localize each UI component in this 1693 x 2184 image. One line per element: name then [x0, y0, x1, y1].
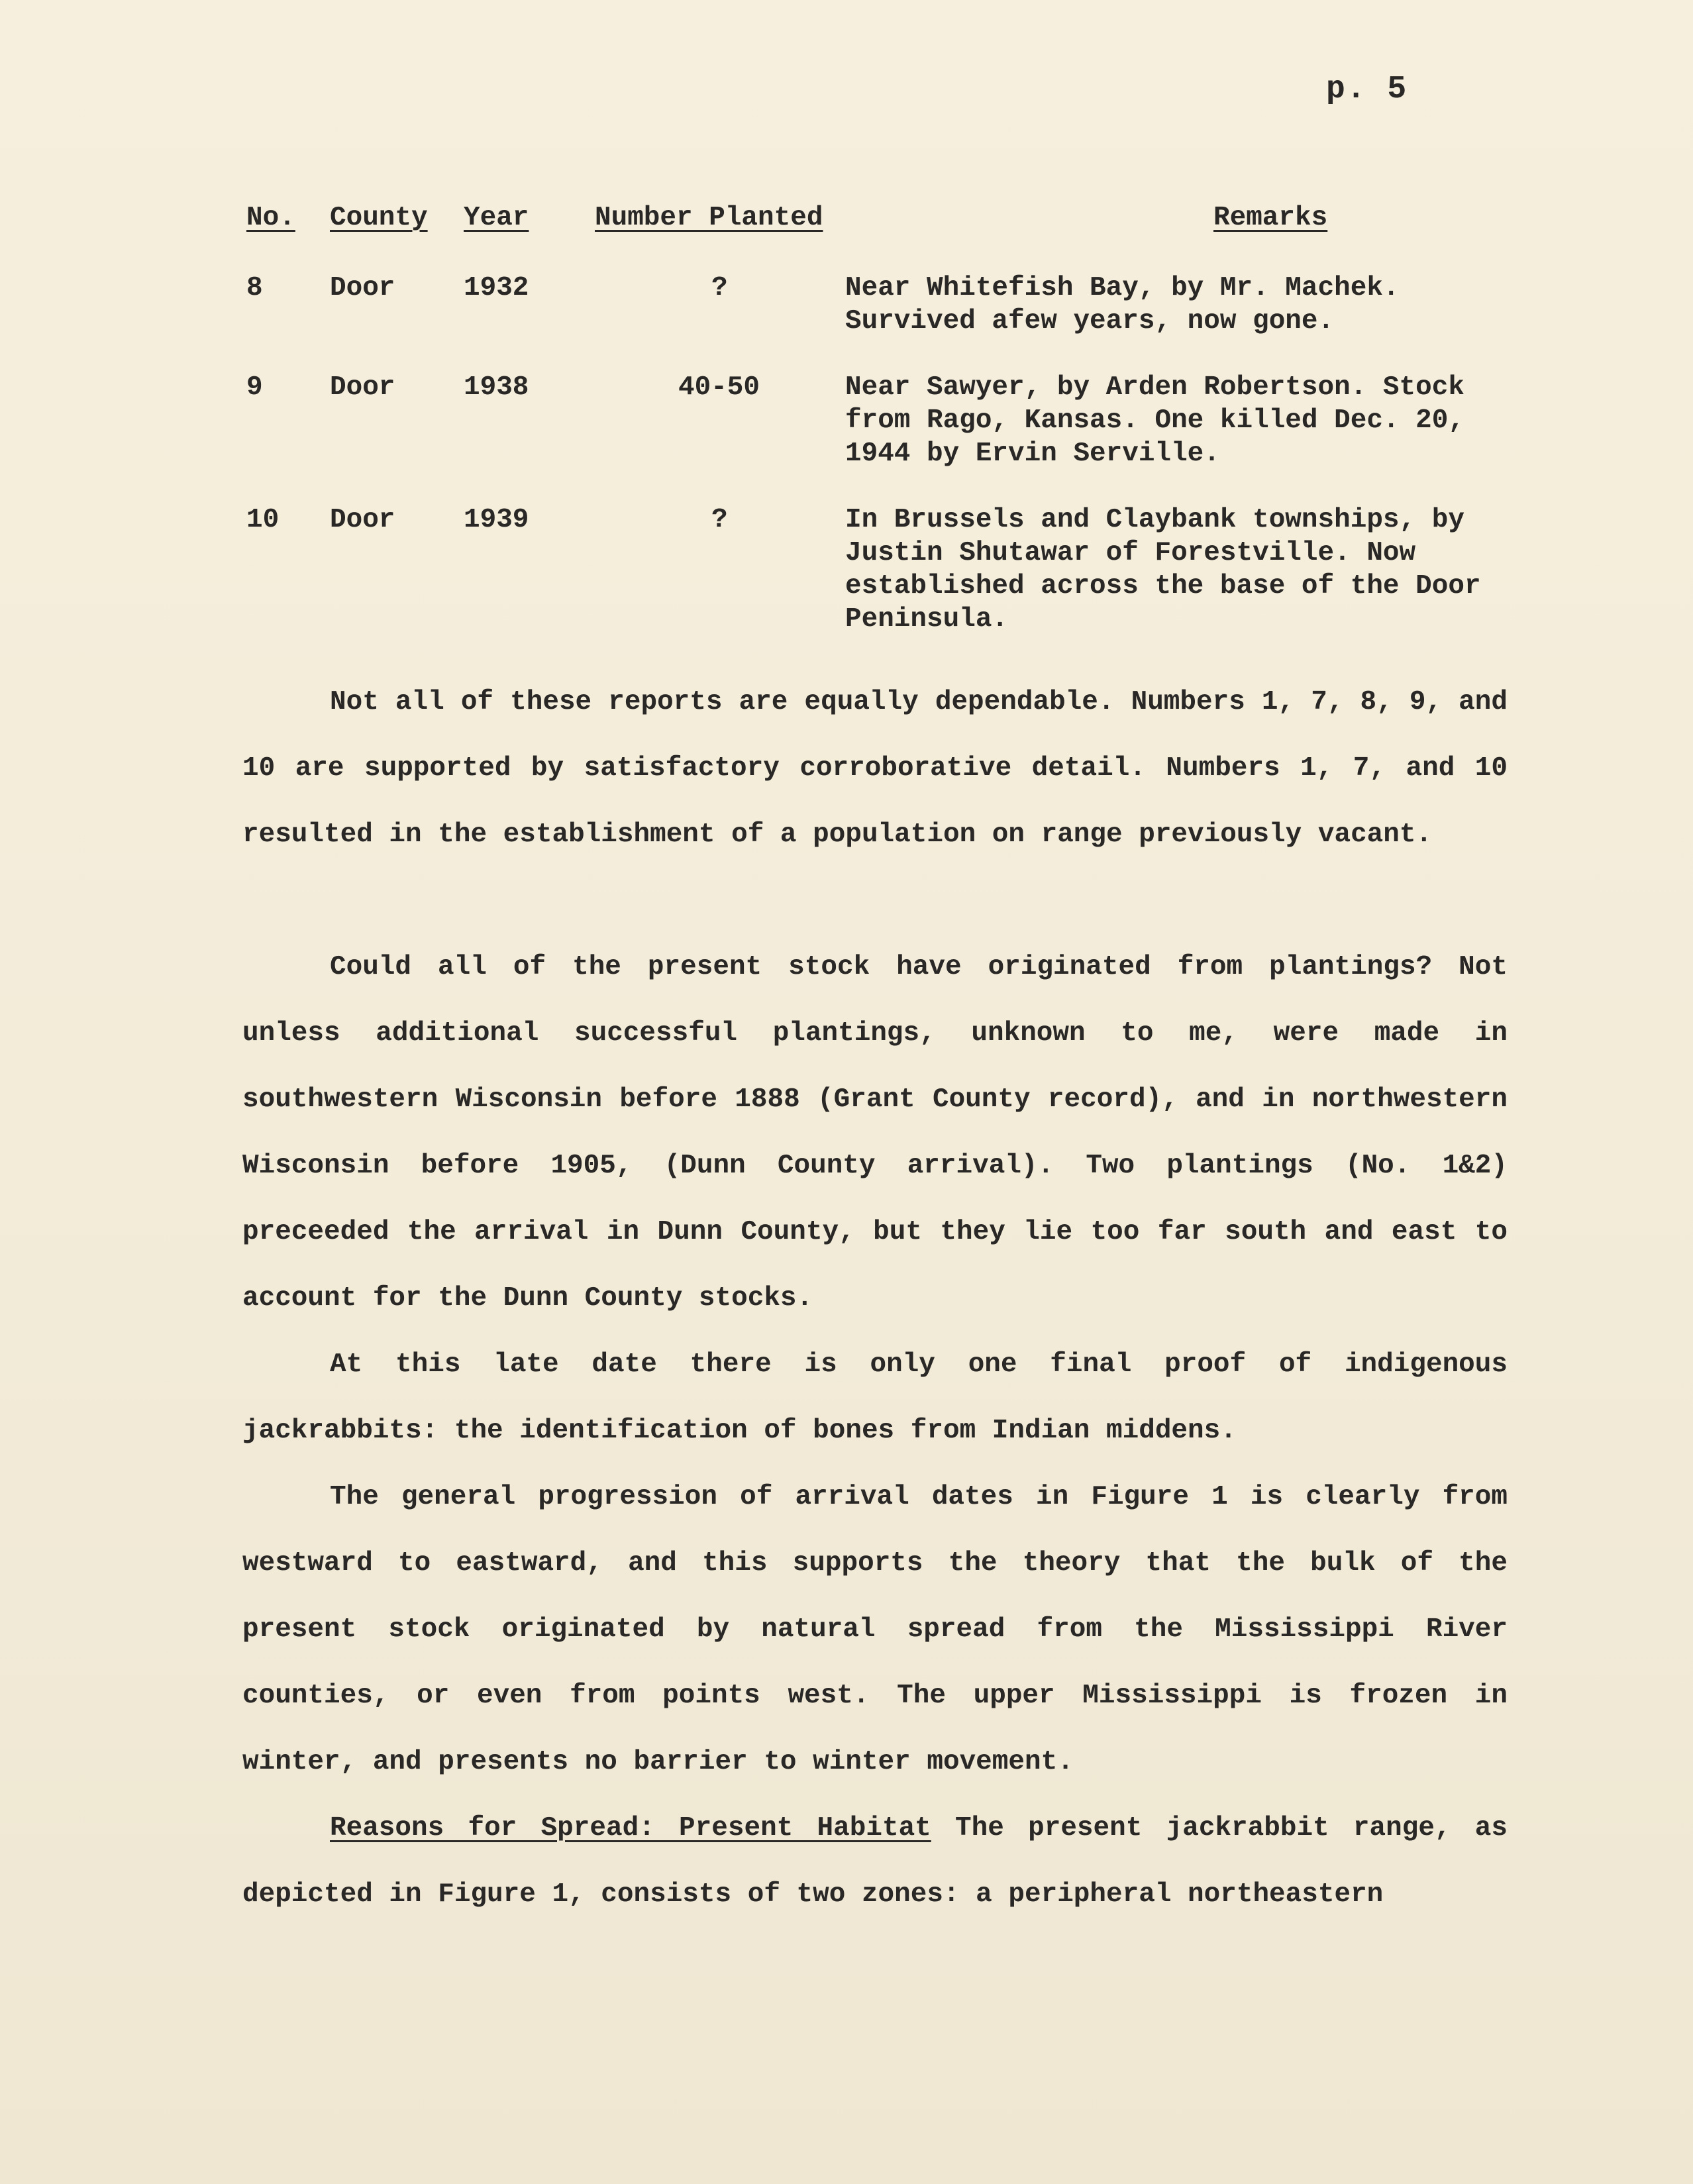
- row-remarks: Near Whitefish Bay, by Mr. Machek. Survived afew years, now gone.: [845, 273, 1400, 337]
- paragraph-final-proof: At this late date there is only one final proof of indigenous jackrabbits: the identification of bones from Indian middens.: [242, 1349, 1508, 1446]
- row-year: 1932: [464, 273, 529, 303]
- paragraph-reasons-for-spread: [242, 1795, 1508, 1928]
- paragraph-arrival-progression: The general progression of arrival dates in Figure 1 is clearly from westward to eastward, and this supports the theory that the bulk of the present stock originated by natural spread from the Mississippi River counties, or even from points west. The upper Mississippi is frozen in winter, and presents no barrier to winter movement.: [242, 1482, 1508, 1777]
- row-no: 10: [246, 505, 280, 535]
- header-remarks: Remarks: [1213, 203, 1328, 233]
- header-year: Year: [464, 203, 529, 233]
- row-county: Door: [330, 505, 395, 535]
- row-number-planted: ?: [711, 505, 728, 535]
- row-number-planted: ?: [711, 273, 728, 303]
- header-county: County: [330, 203, 428, 233]
- paragraph-plantings-origin: Could all of the present stock have originated from plantings? Not unless additional successful plantings, unknown to me, were made in southwestern Wisconsin before 1888 (Grant County record), and in northwestern Wisconsin before 1905, (Dunn County arrival). Two plantings (No. 1&2) preceeded the arrival in Dunn County, but they lie too far south and east to account for the Dunn County stocks.: [242, 952, 1508, 1314]
- paragraph-reports-dependability: Not all of these reports are equally dependable. Numbers 1, 7, 8, 9, and 10 are supported by satisfactory corroborative detail. Numbers 1, 7, and 10 resulted in the establishment of a population on range previously vacant.: [242, 687, 1508, 850]
- row-remarks: In Brussels and Claybank townships, by Justin Shutawar of Forestville. Now established across the base of the Door Peninsula.: [845, 505, 1481, 635]
- row-year: 1938: [464, 372, 529, 403]
- header-no: No.: [246, 203, 295, 233]
- row-county: Door: [330, 273, 395, 303]
- row-remarks: Near Sawyer, by Arden Robertson. Stock from Rago, Kansas. One killed Dec. 20, 1944 by Ervin Serville.: [845, 372, 1464, 469]
- row-year: 1939: [464, 505, 529, 535]
- header-number-planted: Number Planted: [595, 203, 823, 233]
- row-no: 8: [246, 273, 263, 303]
- section-heading: Reasons for Spread: Present Habitat: [330, 1813, 931, 1844]
- page-number: p. 5: [1326, 72, 1408, 107]
- row-no: 9: [246, 372, 263, 403]
- paragraph-text: The present jackrabbit range, as depicted in Figure 1, consists of two zones: a peripheral northeastern: [242, 1813, 1508, 1910]
- row-number-planted: 40-50: [678, 372, 760, 403]
- row-county: Door: [330, 372, 395, 403]
